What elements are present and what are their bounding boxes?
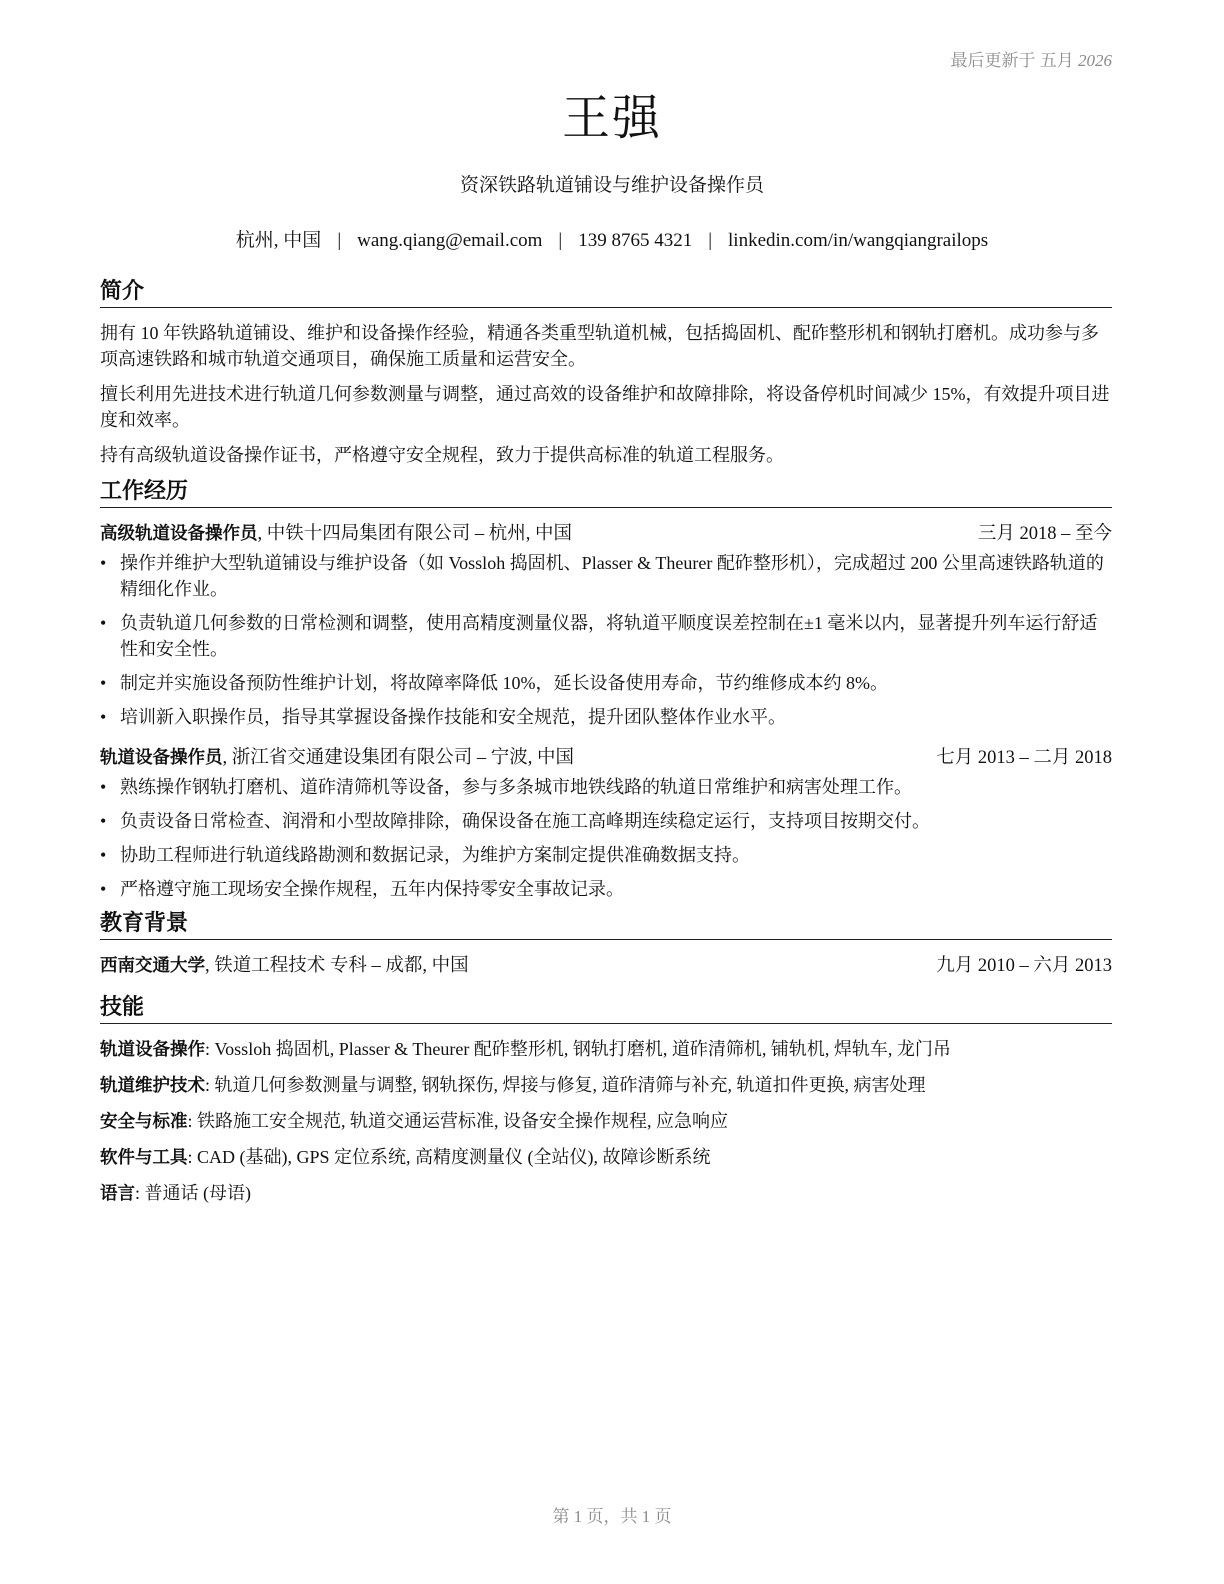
job-header: [100, 520, 1112, 548]
job-bullets: [100, 550, 1112, 730]
contact-separator: |: [708, 230, 713, 251]
contact-email-link[interactable]: wang.qiang@email.com: [357, 230, 543, 251]
last-updated-label: 最后更新于 五月: [950, 51, 1074, 70]
contact-separator: |: [558, 230, 563, 251]
skill-label: 安全与标准: [100, 1112, 188, 1132]
contact-phone: 139 8765 4321: [578, 230, 693, 251]
job-role: 高级轨道设备操作员: [100, 524, 258, 544]
job-bullet: • 制定并实施设备预防性维护计划，将故障率降低 10%，延长设备使用寿命，节约维修成本约 8%。: [120, 670, 1112, 696]
skill-label: 软件与工具: [100, 1148, 188, 1168]
job-bullet: • 负责轨道几何参数的日常检测和调整，使用高精度测量仪器，将轨道平顺度误差控制在±1 毫米以内，显著提升列车运行舒适性和安全性。: [120, 610, 1112, 662]
job-bullet: • 熟练操作钢轨打磨机、道砟清筛机等设备，参与多条城市地铁线路的轨道日常维护和病害处理工作。: [120, 774, 1112, 800]
contact-location: 杭州, 中国: [235, 230, 322, 251]
experience-section: [100, 478, 1112, 902]
education-dates: 九月 2010 – 六月 2013: [936, 956, 1112, 976]
job-bullet: • 严格遵守施工现场安全操作规程，五年内保持零安全事故记录。: [120, 876, 1112, 902]
skill-row: [100, 1036, 1112, 1063]
page-number: 第 1 页，共 1 页: [552, 1507, 672, 1526]
resume-body: [100, 278, 1112, 1216]
skill-value: : 普通话 (母语): [135, 1183, 251, 1203]
skill-value: : CAD (基础), GPS 定位系统, 高精度测量仪 (全站仪), 故障诊断系统: [187, 1147, 711, 1167]
job-org: , 浙江省交通建设集团有限公司 – 宁波, 中国: [222, 748, 575, 768]
last-updated-year: 2026: [1078, 51, 1112, 70]
section-title-education: 教育背景: [100, 910, 1112, 940]
education-detail: , 铁道工程技术 专科 – 成都, 中国: [205, 956, 469, 976]
education-entry: [100, 952, 1112, 980]
section-title-summary: 简介: [100, 278, 1112, 308]
education-school-detail: [100, 952, 469, 980]
job-bullets: [100, 774, 1112, 902]
job-bullet: • 培训新入职操作员，指导其掌握设备操作技能和安全规范，提升团队整体作业水平。: [120, 704, 1112, 730]
job-title-org: [100, 520, 572, 548]
skill-label: 语言: [100, 1184, 135, 1204]
job-title-org: [100, 744, 574, 772]
job-dates: 七月 2013 – 二月 2018: [936, 748, 1112, 768]
skill-row: [100, 1144, 1112, 1171]
skill-label: 轨道设备操作: [100, 1040, 205, 1060]
summary-paragraph: 拥有 10 年铁路轨道铺设、维护和设备操作经验，精通各类重型轨道机械，包括捣固机、配砟整形机和钢轨打磨机。成功参与多项高速铁路和城市轨道交通项目，确保施工质量和运营安全。: [100, 323, 1099, 369]
skills-section: [100, 994, 1112, 1207]
skill-row: [100, 1072, 1112, 1099]
skill-value: : 铁路施工安全规范, 轨道交通运营标准, 设备安全操作规程, 应急响应: [187, 1111, 728, 1131]
job-bullet: • 协助工程师进行轨道线路勘测和数据记录，为维护方案制定提供准确数据支持。: [120, 842, 1112, 868]
education-section: [100, 910, 1112, 980]
candidate-tagline: 资深铁路轨道铺设与维护设备操作员: [459, 175, 764, 196]
education-school: 西南交通大学: [100, 956, 205, 976]
contact-separator: |: [337, 230, 342, 251]
skill-row: [100, 1180, 1112, 1207]
skill-value: : Vossloh 捣固机, Plasser & Theurer 配砟整形机, 钢轨打磨机, 道砟清筛机, 铺轨机, 焊轨车, 龙门吊: [205, 1039, 951, 1059]
last-updated: [951, 46, 1113, 71]
summary-paragraph: 擅长利用先进技术进行轨道几何参数测量与调整，通过高效的设备维护和故障排除，将设备停机时间减少 15%，有效提升项目进度和效率。: [100, 384, 1110, 430]
section-title-experience: 工作经历: [100, 478, 1112, 508]
job-bullet: • 操作并维护大型轨道铺设与维护设备（如 Vossloh 捣固机、Plasser & Theurer 配砟整形机），完成超过 200 公里高速铁路轨道的精细化作业。: [120, 550, 1112, 602]
skill-row: [100, 1108, 1112, 1135]
job-entry: [100, 520, 1112, 730]
job-org: , 中铁十四局集团有限公司 – 杭州, 中国: [257, 524, 573, 544]
job-dates: 三月 2018 – 至今: [977, 524, 1112, 544]
candidate-name: 王强: [561, 90, 662, 146]
job-entry: [100, 744, 1112, 902]
skill-label: 轨道维护技术: [100, 1076, 205, 1096]
summary-section: [100, 278, 1112, 468]
skill-value: : 轨道几何参数测量与调整, 钢轨探伤, 焊接与修复, 道砟清筛与补充, 轨道扣件更换, 病害处理: [205, 1075, 926, 1095]
contact-linkedin-link[interactable]: linkedin.com/in/wangqiangrailops: [728, 230, 989, 251]
summary-paragraph: 持有高级轨道设备操作证书，严格遵守安全规程，致力于提供高标准的轨道工程服务。: [100, 445, 784, 465]
job-role: 轨道设备操作员: [100, 748, 223, 768]
job-bullet: • 负责设备日常检查、润滑和小型故障排除，确保设备在施工高峰期连续稳定运行，支持项目按期交付。: [120, 808, 1112, 834]
contact-line: [0, 225, 1224, 252]
job-header: [100, 744, 1112, 772]
section-title-skills: 技能: [100, 994, 1112, 1024]
